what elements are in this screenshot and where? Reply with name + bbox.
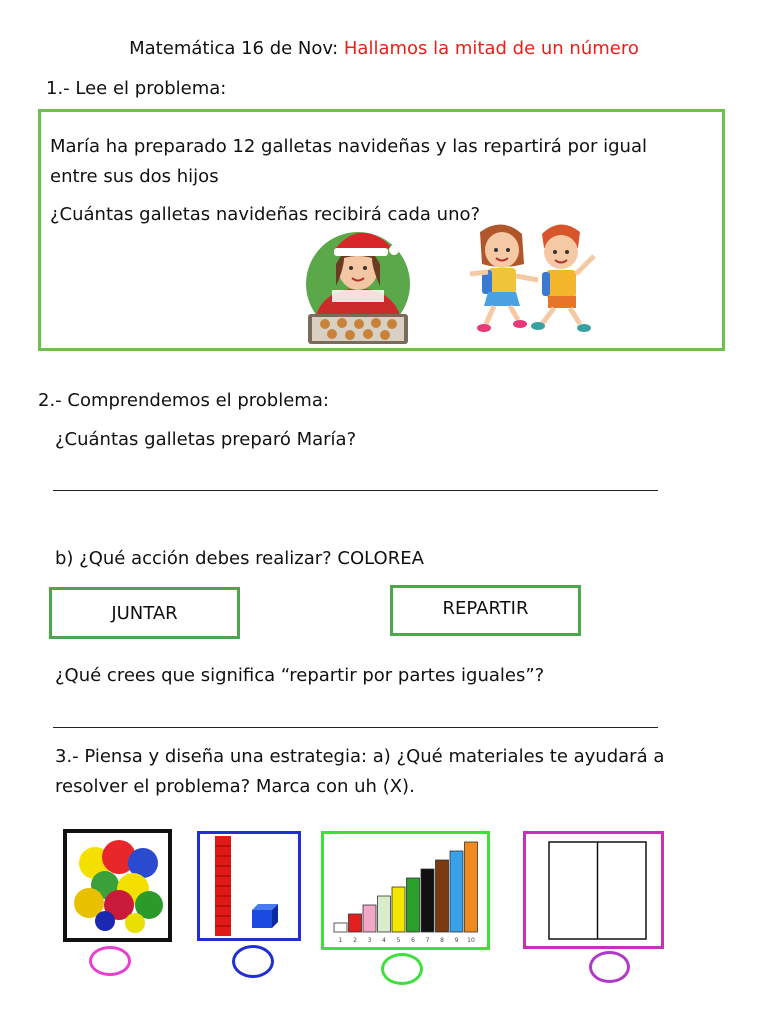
rod-5 [392, 887, 405, 932]
rod-2 [349, 914, 362, 932]
problem-text-line2: entre sus dos hijos [50, 166, 219, 187]
rod-tick-label: 2 [353, 937, 357, 944]
cuisenaire-rods-chart [324, 834, 487, 947]
material-rods[interactable] [321, 831, 490, 950]
mark-circle-rods[interactable] [381, 953, 423, 985]
colored-counters-image [67, 833, 168, 938]
rod-10 [465, 842, 478, 932]
question-c: ¿Qué crees que significa “repartir por partes iguales”? [55, 665, 545, 686]
mark-circle-base-ten[interactable] [232, 945, 274, 978]
base-ten-blocks-image [200, 834, 298, 938]
problem-question: ¿Cuántas galletas navideñas recibirá cada uno? [50, 204, 481, 225]
rod-4 [378, 896, 391, 932]
halves-diagram-image [526, 834, 661, 946]
option-juntar-label: JUNTAR [111, 602, 178, 624]
rod-tick-label: 4 [382, 937, 386, 944]
option-juntar[interactable] [49, 587, 240, 639]
rod-tick-label: 1 [338, 937, 343, 944]
material-counters[interactable] [63, 829, 172, 942]
rod-tick-label: 9 [454, 937, 459, 944]
title-topic: Hallamos la mitad de un número [343, 38, 639, 59]
section2-heading: 2.- Comprendemos el problema: [38, 390, 329, 411]
rod-tick-label: 7 [425, 937, 430, 944]
woman-with-cookies-illustration [300, 228, 415, 348]
title-prefix: Matemática 16 de Nov: [129, 38, 339, 59]
question-b: b) ¿Qué acción debes realizar? COLOREA [55, 548, 424, 569]
rod-6 [407, 878, 420, 932]
rod-9 [450, 851, 463, 932]
question-a: ¿Cuántas galletas preparó María? [55, 429, 357, 450]
problem-text-line1: María ha preparado 12 galletas navideñas y las repartirá por igual [50, 136, 647, 157]
rod-tick-label: 3 [367, 937, 372, 944]
mark-circle-counters[interactable] [89, 946, 131, 976]
children-illustration [462, 220, 602, 338]
rod-tick-label: 8 [440, 937, 444, 944]
material-halves[interactable] [523, 831, 664, 949]
section3-heading-line1: 3.- Piensa y diseña una estrategia: a) ¿Qué materiales te ayudará a [55, 746, 665, 767]
section3-heading-line2: resolver el problema? Marca con uh (X). [55, 776, 415, 797]
page-title [0, 38, 768, 60]
answer-line-2[interactable] [53, 727, 658, 728]
rod-3 [363, 905, 376, 932]
rod-1 [334, 923, 347, 932]
rod-tick-label: 10 [467, 937, 475, 944]
rod-tick-label: 6 [411, 937, 415, 944]
rod-7 [421, 869, 434, 932]
rod-tick-label: 5 [396, 937, 401, 944]
answer-line-1[interactable] [53, 490, 658, 491]
option-repartir[interactable] [390, 585, 581, 636]
mark-circle-halves[interactable] [589, 951, 630, 983]
rod-8 [436, 860, 449, 932]
option-repartir-label: REPARTIR [442, 598, 529, 619]
material-base-ten[interactable] [197, 831, 301, 941]
section1-heading: 1.- Lee el problema: [46, 78, 227, 99]
